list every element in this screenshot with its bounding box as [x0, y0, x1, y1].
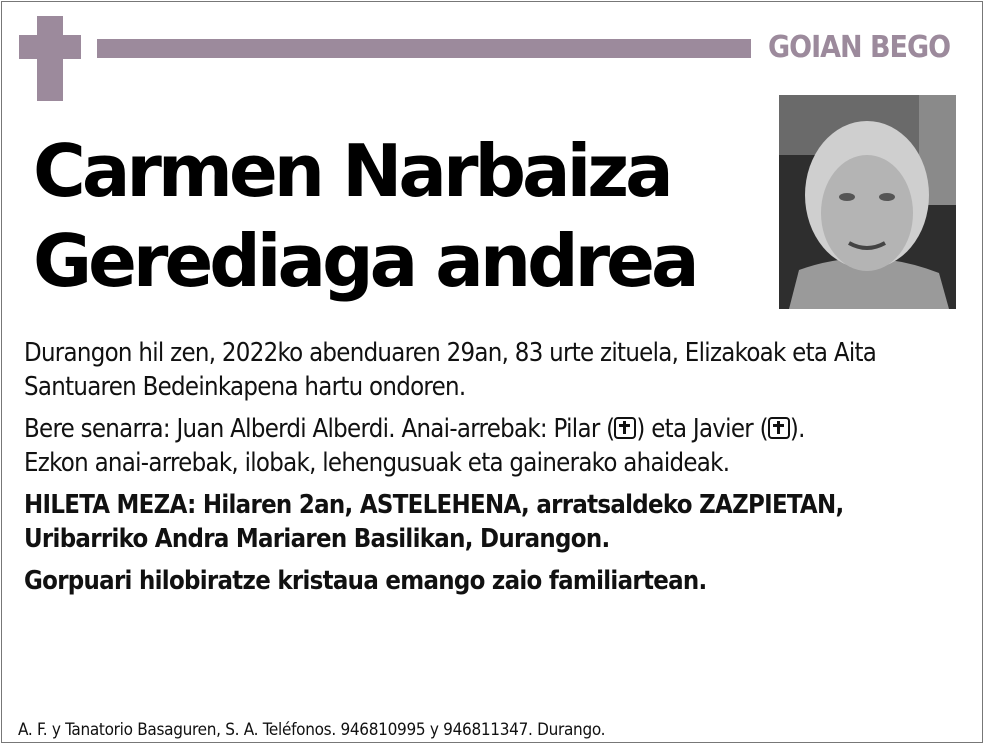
family-text-3: ). — [789, 414, 805, 444]
cross-icon-bar — [19, 35, 81, 59]
death-notice: Durangon hil zen, 2022ko abenduaren 29an, 83 urte zituela, Elizakoak eta Aita Santuaren Bedeinkapena hartu ondoren. — [24, 338, 877, 402]
family-notice — [24, 412, 974, 480]
deceased-name — [33, 126, 733, 306]
family-text-1: Bere senarra: Juan Alberdi Alberdi. Anai-arrebak: Pilar ( — [24, 414, 615, 444]
header-rule — [97, 39, 751, 58]
funeral-mass-notice: HILETA MEZA: Hilaren 2an, ASTELEHENA, arratsaldeko ZAZPIETAN, Uribarriko Andra Mariaren Basilikan, Durangon. — [24, 490, 844, 554]
family-text-4: Ezkon anai-arrebak, ilobak, lehengusuak eta gainerako ahaideak. — [24, 448, 730, 478]
family-text-2: ) eta Javier ( — [636, 414, 768, 444]
funeral-home-footer: A. F. y Tanatorio Basaguren, S. A. Teléfonos. 946810995 y 946811347. Durango. — [18, 720, 606, 740]
burial-notice: Gorpuari hilobiratze kristaua emango zaio familiartean. — [24, 566, 707, 596]
header-label: GOIAN BEGO — [768, 30, 951, 65]
obituary-body — [24, 336, 974, 606]
cross-icon — [768, 417, 790, 439]
name-line-2: Gerediaga andrea — [33, 219, 696, 303]
name-line-1: Carmen Narbaiza — [33, 129, 670, 213]
cross-icon — [614, 417, 636, 439]
portrait-photo — [779, 95, 956, 309]
